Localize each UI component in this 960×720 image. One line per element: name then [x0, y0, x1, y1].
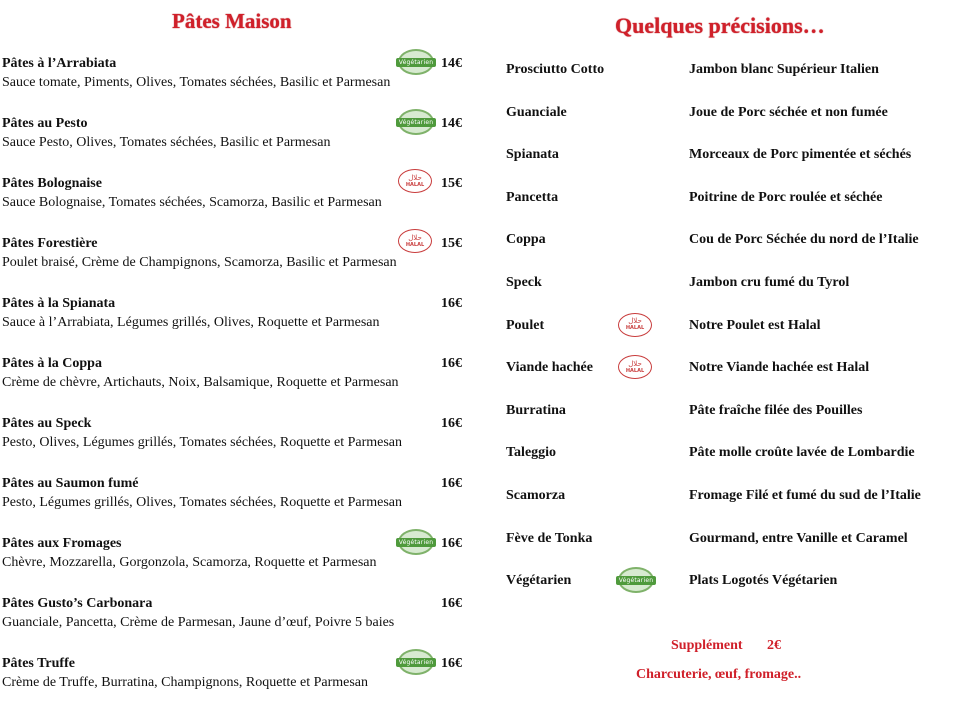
halal-badge-latin: HALAL — [625, 367, 645, 374]
halal-badge-latin: HALAL — [625, 325, 645, 332]
dish-description: Crème de Truffe, Burratina, Champignons, Roquette et Parmesan — [2, 675, 369, 690]
vegetarian-badge-text: Végétarien — [396, 658, 437, 667]
dish-price: 16€ — [441, 536, 462, 551]
dish-description: Poulet braisé, Crème de Champignons, Scamorza, Basilic et Parmesan — [2, 255, 397, 270]
dish-description: Sauce Bolognaise, Tomates séchées, Scamorza, Basilic et Parmesan — [2, 195, 382, 210]
dish-name: Pâtes Truffe — [2, 656, 75, 671]
glossary-term: Coppa — [506, 232, 546, 248]
dish-name: Pâtes Gusto’s Carbonara — [2, 596, 153, 611]
glossary-definition: Pâte fraîche filée des Pouilles — [689, 402, 863, 418]
glossary-definition: Joue de Porc séchée et non fumée — [689, 104, 888, 120]
dish-item — [2, 233, 468, 276]
dish-item — [2, 416, 468, 456]
glossary-row — [506, 573, 956, 593]
dish-name: Pâtes à l’Arrabiata — [2, 56, 117, 71]
glossary-term: Taleggio — [506, 445, 557, 461]
dish-badge — [398, 229, 432, 253]
dish-price: 14€ — [441, 56, 462, 71]
dish-description: Sauce tomate, Piments, Olives, Tomates séchées, Basilic et Parmesan — [2, 75, 391, 90]
dish-badge — [398, 49, 434, 75]
vegetarian-badge-text: Végétarien — [396, 538, 437, 547]
dish-badge — [398, 109, 434, 135]
glossary-badge — [618, 355, 652, 379]
dish-price: 16€ — [441, 416, 462, 431]
glossary-row — [506, 232, 956, 252]
supplement-label: Supplément — [671, 638, 743, 653]
vegetarian-badge-icon — [398, 49, 434, 75]
vegetarian-badge-text: Végétarien — [616, 576, 657, 585]
glossary-row — [506, 360, 956, 380]
glossary-term: Spianata — [506, 147, 559, 163]
glossary-definition: Jambon blanc Supérieur Italien — [689, 62, 879, 77]
dish-description: Guanciale, Pancetta, Crème de Parmesan, Jaune d’œuf, Poivre 5 baies — [2, 615, 395, 630]
dish-name: Pâtes Forestière — [2, 236, 98, 251]
vegetarian-badge-icon — [398, 109, 434, 135]
vegetarian-badge-icon — [618, 567, 654, 593]
dish-description: Sauce à l’Arrabiata, Légumes grillés, Olives, Roquette et Parmesan — [2, 315, 380, 330]
glossary-definition: Notre Viande hachée est Halal — [689, 360, 870, 376]
glossary-row — [506, 275, 956, 295]
precisions-title: Quelques précisions… — [615, 13, 825, 38]
dish-item — [2, 536, 468, 576]
glossary-row — [506, 403, 956, 423]
glossary-row — [506, 147, 956, 167]
dish-name: Pâtes à la Spianata — [2, 296, 116, 311]
dish-item — [2, 656, 468, 696]
glossary-definition: Morceaux de Porc pimentée et séchés — [689, 147, 912, 163]
glossary-definition: Jambon cru fumé du Tyrol — [689, 275, 850, 290]
supplement-note: Charcuterie, œuf, fromage.. — [636, 667, 802, 682]
glossary-row — [506, 190, 956, 210]
dish-name: Pâtes à la Coppa — [2, 356, 102, 371]
glossary-term: Fève de Tonka — [506, 530, 593, 546]
vegetarian-badge-icon — [398, 649, 434, 675]
pates-maison-title: Pâtes Maison — [172, 9, 292, 33]
glossary-row — [506, 445, 956, 465]
glossary-badge — [618, 313, 652, 337]
halal-badge-icon — [618, 313, 652, 337]
glossary-definition: Cou de Porc Séchée du nord de l’Italie — [689, 232, 919, 248]
glossary-term: Scamorza — [506, 488, 566, 503]
dish-badge — [398, 649, 434, 675]
dish-price: 16€ — [441, 596, 462, 611]
dish-badge — [398, 529, 434, 555]
dish-description: Pesto, Olives, Légumes grillés, Tomates séchées, Roquette et Parmesan — [2, 435, 403, 450]
glossary-term: Pancetta — [506, 189, 559, 205]
dish-description: Pesto, Légumes grillés, Olives, Tomates séchées, Roquette et Parmesan — [2, 495, 403, 510]
glossary-row — [506, 318, 956, 338]
glossary-term: Viande hachée — [506, 360, 593, 376]
dish-item — [2, 116, 468, 156]
dish-name: Pâtes au Pesto — [2, 116, 88, 131]
glossary-term: Végétarien — [506, 573, 572, 589]
dish-name: Pâtes au Speck — [2, 416, 92, 431]
glossary-term: Burratina — [506, 402, 566, 418]
dish-name: Pâtes au Saumon fumé — [2, 476, 139, 491]
dish-item — [2, 173, 468, 216]
dish-price: 14€ — [441, 116, 462, 131]
glossary-term: Poulet — [506, 317, 545, 333]
glossary-term: Prosciutto Cotto — [506, 62, 605, 77]
halal-badge-icon — [618, 355, 652, 379]
dish-item — [2, 596, 468, 636]
glossary-badge — [618, 567, 654, 593]
halal-badge-arabic: حلال — [408, 233, 422, 242]
halal-badge-latin: HALAL — [405, 241, 425, 248]
dish-item — [2, 296, 468, 336]
dish-badge — [398, 169, 432, 193]
dish-price: 16€ — [441, 476, 462, 491]
glossary-definition: Gourmand, entre Vanille et Caramel — [689, 530, 908, 546]
glossary-definition: Poitrine de Porc roulée et séchée — [689, 189, 883, 205]
vegetarian-badge-icon — [398, 529, 434, 555]
halal-badge-latin: HALAL — [405, 181, 425, 188]
dish-price: 15€ — [441, 176, 462, 191]
dish-item — [2, 356, 468, 396]
glossary-term: Speck — [506, 275, 542, 290]
halal-badge-icon — [398, 229, 432, 253]
dish-price: 16€ — [441, 356, 462, 371]
halal-badge-icon — [398, 169, 432, 193]
glossary-row — [506, 488, 956, 508]
glossary-definition: Plats Logotés Végétarien — [689, 573, 838, 589]
glossary-row — [506, 62, 956, 82]
dish-name: Pâtes aux Fromages — [2, 536, 122, 551]
vegetarian-badge-text: Végétarien — [396, 58, 437, 67]
glossary-row — [506, 531, 956, 551]
glossary-term: Guanciale — [506, 104, 567, 120]
glossary-definition: Notre Poulet est Halal — [689, 317, 821, 333]
vegetarian-badge-text: Végétarien — [396, 118, 437, 127]
halal-badge-arabic: حلال — [408, 173, 422, 182]
dish-price: 16€ — [441, 296, 462, 311]
dish-name: Pâtes Bolognaise — [2, 176, 102, 191]
dish-description: Crème de chèvre, Artichauts, Noix, Balsamique, Roquette et Parmesan — [2, 375, 399, 390]
dish-item — [2, 476, 468, 516]
halal-badge-arabic: حلال — [628, 317, 642, 326]
glossary-row — [506, 105, 956, 125]
supplement-price: 2€ — [767, 638, 781, 653]
dish-item — [2, 56, 468, 96]
glossary-definition: Fromage Filé et fumé du sud de l’Italie — [689, 488, 921, 503]
dish-description: Sauce Pesto, Olives, Tomates séchées, Basilic et Parmesan — [2, 135, 331, 150]
halal-badge-arabic: حلال — [628, 359, 642, 368]
dish-price: 15€ — [441, 236, 462, 251]
glossary-definition: Pâte molle croûte lavée de Lombardie — [689, 445, 915, 461]
dish-price: 16€ — [441, 656, 462, 671]
dish-description: Chèvre, Mozzarella, Gorgonzola, Scamorza, Roquette et Parmesan — [2, 555, 377, 570]
